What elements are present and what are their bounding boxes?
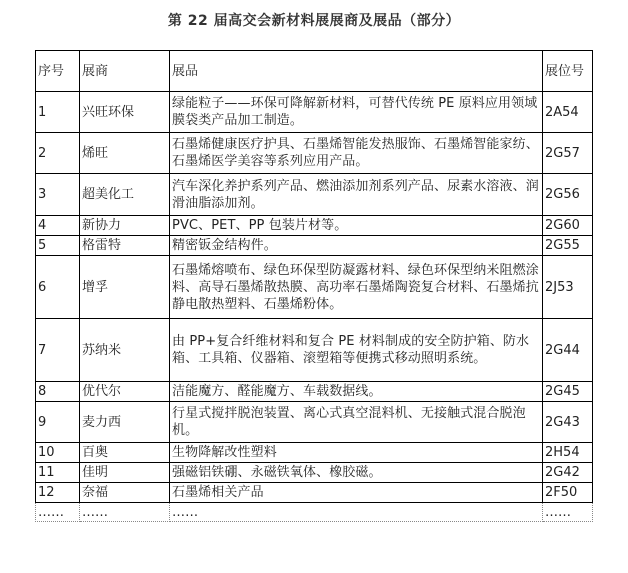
header-booth: 展位号 — [543, 51, 593, 92]
cell-products: 石墨烯相关产品 — [170, 483, 543, 503]
cell-products: 由 PP+复合纤维材料和复合 PE 材料制成的安全防护箱、防水箱、工具箱、仪器箱、滚塑箱等便携式移动照明系统。 — [170, 319, 543, 382]
cell-index: 6 — [36, 256, 80, 319]
cell-exhibitor: 格雷特 — [80, 236, 170, 256]
cell-exhibitor: …… — [80, 503, 170, 522]
table-row — [36, 483, 593, 503]
cell-products: 强磁铝铁硼、永磁铁氧体、橡胶磁。 — [170, 463, 543, 483]
cell-exhibitor: 百奥 — [80, 443, 170, 463]
table-row — [36, 319, 593, 382]
exhibitor-table — [35, 50, 593, 522]
cell-index: 11 — [36, 463, 80, 483]
table-row — [36, 133, 593, 174]
table-row — [36, 443, 593, 463]
cell-booth: 2G57 — [543, 133, 593, 174]
cell-products: 行星式搅拌脱泡装置、离心式真空混料机、无接触式混合脱泡机。 — [170, 402, 543, 443]
table-row — [36, 92, 593, 133]
table-row — [36, 216, 593, 236]
document-title: 第 22 届高交会新材料展展商及展品（部分） — [167, 13, 461, 29]
cell-booth: 2G44 — [543, 319, 593, 382]
cell-index: 12 — [36, 483, 80, 503]
cell-index: 1 — [36, 92, 80, 133]
table-row — [36, 402, 593, 443]
table-row — [36, 174, 593, 216]
cell-exhibitor: 佳明 — [80, 463, 170, 483]
cell-booth: 2G56 — [543, 174, 593, 216]
cell-products: 汽车深化养护系列产品、燃油添加剂系列产品、尿素水溶液、润滑油脂添加剂。 — [170, 174, 543, 216]
cell-products: 绿能粒子——环保可降解新材料，可替代传统 PE 原料应用领域膜袋类产品加工制造。 — [170, 92, 543, 133]
cell-index: 5 — [36, 236, 80, 256]
cell-products: …… — [170, 503, 543, 522]
cell-exhibitor: 奈福 — [80, 483, 170, 503]
header-exhibitor: 展商 — [80, 51, 170, 92]
cell-exhibitor: 烯旺 — [80, 133, 170, 174]
cell-booth: 2G45 — [543, 382, 593, 402]
cell-index: 8 — [36, 382, 80, 402]
cell-booth: 2J53 — [543, 256, 593, 319]
cell-index: 7 — [36, 319, 80, 382]
cell-products: 生物降解改性塑料 — [170, 443, 543, 463]
cell-booth: 2G55 — [543, 236, 593, 256]
cell-index: 2 — [36, 133, 80, 174]
cell-booth: 2F50 — [543, 483, 593, 503]
cell-index: 9 — [36, 402, 80, 443]
table-row — [36, 463, 593, 483]
cell-index: 10 — [36, 443, 80, 463]
table-row — [36, 382, 593, 402]
cell-booth: 2H54 — [543, 443, 593, 463]
cell-exhibitor: 超美化工 — [80, 174, 170, 216]
cell-booth: …… — [543, 503, 593, 522]
table-row — [36, 256, 593, 319]
cell-exhibitor: 增孚 — [80, 256, 170, 319]
cell-index: 4 — [36, 216, 80, 236]
cell-index: 3 — [36, 174, 80, 216]
cell-booth: 2G42 — [543, 463, 593, 483]
cell-products: PVC、PET、PP 包装片材等。 — [170, 216, 543, 236]
cell-exhibitor: 兴旺环保 — [80, 92, 170, 133]
cell-booth: 2G60 — [543, 216, 593, 236]
cell-products: 石墨烯熔喷布、绿色环保型防凝露材料、绿色环保型纳米阻燃涂料、高导石墨烯散热膜、高功率石墨烯陶瓷复合材料、石墨烯抗静电散热塑料、石墨烯粉体。 — [170, 256, 543, 319]
table-header-row — [36, 51, 593, 92]
table-row-ellipsis — [36, 503, 593, 522]
cell-index: …… — [36, 503, 80, 522]
cell-products: 精密钣金结构件。 — [170, 236, 543, 256]
cell-products: 洁能魔方、醛能魔方、车载数据线。 — [170, 382, 543, 402]
cell-exhibitor: 优代尔 — [80, 382, 170, 402]
table-row — [36, 236, 593, 256]
cell-booth: 2A54 — [543, 92, 593, 133]
cell-products: 石墨烯健康医疗护具、石墨烯智能发热服饰、石墨烯智能家纺、石墨烯医学美容等系列应用产品。 — [170, 133, 543, 174]
header-products: 展品 — [170, 51, 543, 92]
cell-exhibitor: 麦力西 — [80, 402, 170, 443]
header-index: 序号 — [36, 51, 80, 92]
cell-exhibitor: 新协力 — [80, 216, 170, 236]
cell-booth: 2G43 — [543, 402, 593, 443]
cell-exhibitor: 苏纳米 — [80, 319, 170, 382]
